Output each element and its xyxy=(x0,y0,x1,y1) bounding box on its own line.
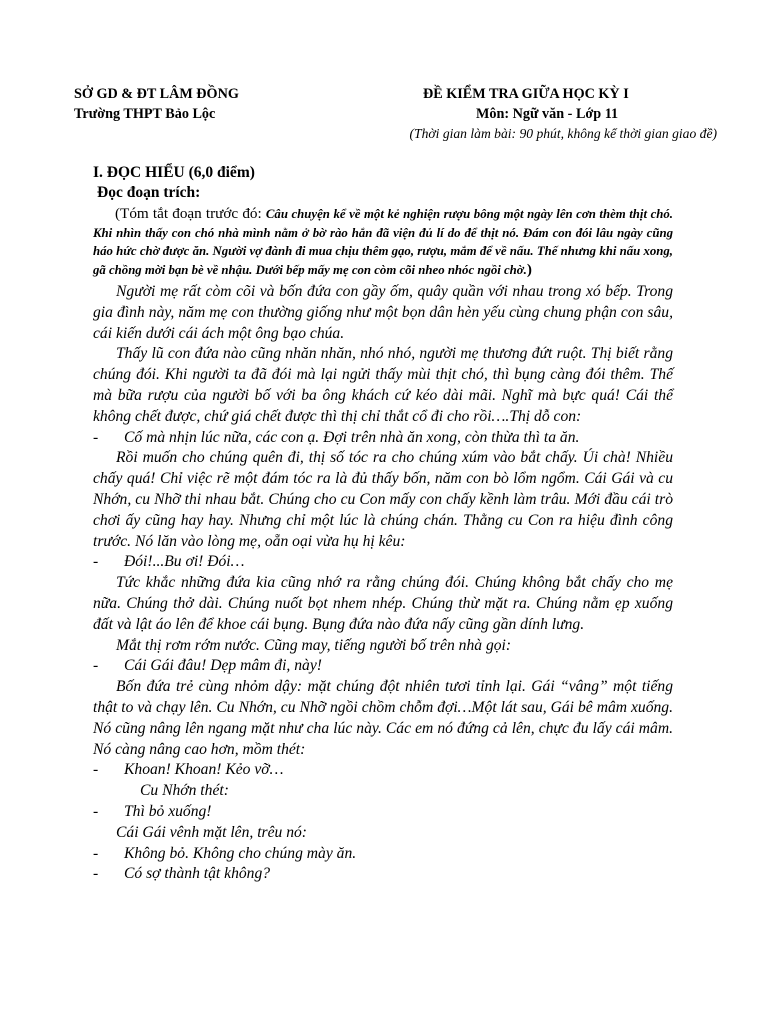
summary-paragraph xyxy=(93,205,673,279)
dialogue-text: Cố mà nhịn lúc nữa, các con ạ. Đợi trên nhà ăn xong, còn thừa thì ta ăn. xyxy=(124,428,580,446)
dialogue-line xyxy=(93,552,673,573)
dialogue-line xyxy=(93,428,673,449)
summary-text: Câu chuyện kể về một kẻ nghiện rượu bông một ngày lên cơn thèm thịt chó. Khi nhìn thấy con chó nhà mình nằm ở bờ rào hắn đã viện đủ lí do để thịt nó. Đám con đói lâu ngày cũng háo hức chờ được ăn. Người vợ đành đi mua chịu thêm gạo, rượu, mắm để về nấu. Thế nhưng khi nấu xong, gã chồng mời bạn bè về nhậu. Dưới bếp mấy mẹ con còm cõi nheo nhóc ngồi chờ. xyxy=(93,207,673,277)
story-paragraph: Người mẹ rất còm cõi và bốn đứa con gầy ốm, quây quần với nhau trong xó bếp. Trong gia đình này, năm mẹ con thường giống như một bọn dân hèn yếu cùng chung phận con sâu, cái kiến dưới cái ách một ông bạo chúa. xyxy=(93,283,673,342)
dialogue-text: Đói!...Bu ơi! Đói… xyxy=(124,553,245,571)
summary-open: (Tóm tắt đoạn trước đó: xyxy=(115,205,266,222)
subject-line: Môn: Ngữ văn - Lớp 11 xyxy=(476,106,619,122)
exam-header xyxy=(74,86,717,141)
dialogue-dash: - xyxy=(93,844,99,862)
story-paragraph: Tức khắc những đứa kia cũng nhớ ra rằng chúng đói. Chúng không bắt chấy cho mẹ nữa. Chúng thở dài. Chúng nuốt bọt nhem nhép. Chúng thừ mặt ra. Chúng nằm ẹp xuống đất và lật áo lên để khoe cái bụng. Bụng đứa nào đứa nấy cũng gần dính lưng. xyxy=(93,574,673,633)
dialogue-text: Cái Gái đâu! Dẹp mâm đi, này! xyxy=(124,657,322,675)
dialogue-dash: - xyxy=(93,761,99,779)
dialogue-line xyxy=(93,760,673,781)
dialogue-line xyxy=(93,844,673,865)
narration-line: Cu Nhớn thét: xyxy=(140,782,229,800)
dialogue-line xyxy=(93,864,673,885)
dialogue-dash: - xyxy=(93,553,99,571)
dialogue-line xyxy=(93,802,673,823)
story-paragraph: Mắt thị rơm rớm nước. Cũng may, tiếng người bố trên nhà gọi: xyxy=(116,636,512,654)
section-title: I. ĐỌC HIỂU (6,0 điểm) xyxy=(93,164,255,181)
dialogue-dash: - xyxy=(93,865,99,883)
narration-line: Cái Gái vênh mặt lên, trêu nó: xyxy=(116,823,307,841)
reading-section xyxy=(93,162,673,885)
dialogue-line xyxy=(93,656,673,677)
department-name: SỞ GD & ĐT LÂM ĐỒNG xyxy=(74,86,239,102)
dialogue-dash: - xyxy=(93,428,99,446)
school-name: Trường THPT Bảo Lộc xyxy=(74,106,216,122)
story-paragraph: Rồi muốn cho chúng quên đi, thị số tóc ra cho chúng xúm vào bắt chấy. Úi chà! Nhiều chấy quá! Chỉ việc rẽ một đám tóc ra là đủ thấy bốn, năm con bò lổm ngổm. Cái Gái và cu Nhớn, cu Nhỡ thi nhau bắt. Chúng cho cu Con mấy con chấy kềnh làm trâu. Mới đầu cái trò chơi ấy cũng hay hay. Nhưng chỉ một lúc là chúng chán. Thằng cu Con ra hiệu đình công trước. Nó lăn vào lòng mẹ, oẵn oại vừa hụ hị kêu: xyxy=(93,449,673,550)
story-excerpt xyxy=(93,282,673,885)
dialogue-text: Không bỏ. Không cho chúng mày ăn. xyxy=(124,844,357,862)
dialogue-dash: - xyxy=(93,802,99,820)
story-paragraph: Thấy lũ con đứa nào cũng nhăn nhăn, nhó nhó, người mẹ thương đứt ruột. Thị biết rằng chúng đói. Khi người ta đã đói mà lại ngửi thấy mùi thịt chó, thì bụng càng đói thêm. Thế mà bữa rượu của người bố với ba ông khách cứ kéo dài mãi. Nghĩ mà bực quá! Cái thể không chết được, chứ giá chết được thì thị chỉ thắt cổ đi cho rồi….Thị dỗ con: xyxy=(93,345,673,425)
time-note: (Thời gian làm bài: 90 phút, không kể thời gian giao đề) xyxy=(409,126,717,141)
summary-close: ) xyxy=(526,260,532,278)
section-subtitle: Đọc đoạn trích: xyxy=(97,184,201,201)
dialogue-text: Thì bỏ xuống! xyxy=(124,802,212,820)
dialogue-dash: - xyxy=(93,657,99,675)
exam-title: ĐỀ KIỂM TRA GIỮA HỌC KỲ I xyxy=(423,86,629,102)
dialogue-text: Có sợ thành tật không? xyxy=(124,865,271,883)
story-paragraph: Bốn đứa trẻ cùng nhỏm dậy: mặt chúng đột nhiên tươi tỉnh lại. Gái “vâng” một tiếng thật to và chạy lên. Cu Nhớn, cu Nhỡ ngồi chồm chỗm đợi…Một lát sau, Gái bê mâm xuống. Nó cũng nâng lên ngang mặt như cha lúc này. Các em nó đứng cả lên, chực đu lấy cái mâm. Nó càng nâng cao hơn, mồm thét: xyxy=(93,678,673,758)
dialogue-text: Khoan! Khoan! Kẻo vỡ… xyxy=(124,761,284,779)
